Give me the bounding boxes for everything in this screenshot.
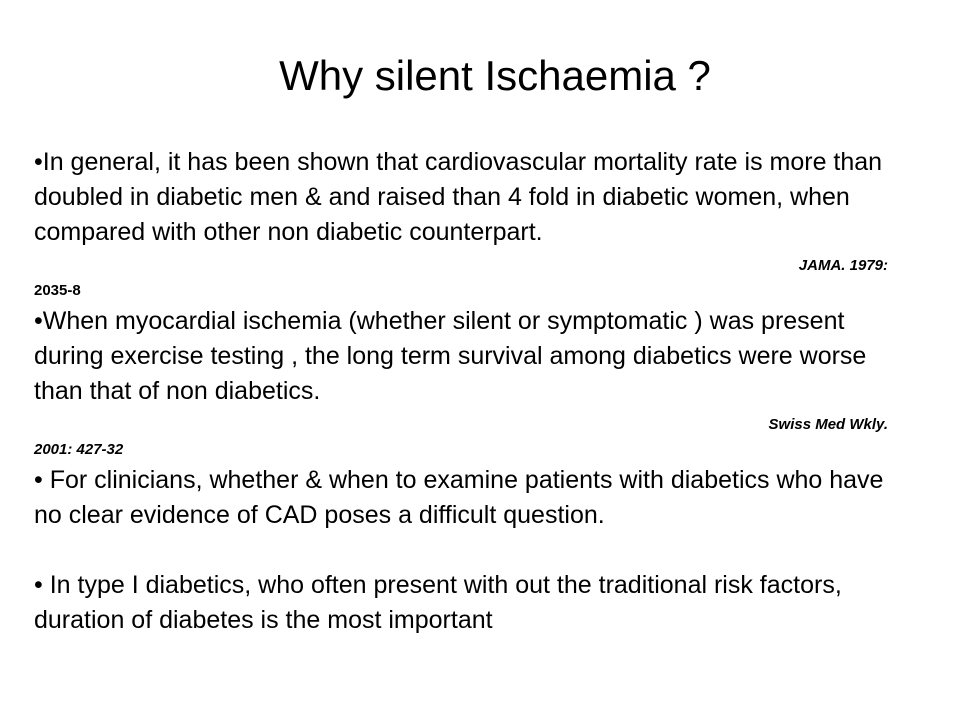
bullet-clinicians-question: • For clinicians, whether & when to examine patients with diabetics who have no clear evidence of CAD poses a difficult question. bbox=[34, 466, 884, 529]
citation-jama-journal: JAMA. 1979: bbox=[798, 257, 888, 274]
citation-jama-pages: 2035-8 bbox=[34, 282, 81, 299]
slide-title: Why silent Ischaemia ? bbox=[279, 52, 711, 99]
bullet-myocardial-ischemia: •When myocardial ischemia (whether silent or symptomatic ) was present during exercise testing , the long term survival among diabetics were worse than that of non diabetics. bbox=[34, 307, 867, 405]
citation-swiss-journal: Swiss Med Wkly. bbox=[768, 416, 888, 433]
paragraph-spacer bbox=[34, 533, 914, 568]
bullet-type-one-diabetics: • In type I diabetics, who often present with out the traditional risk factors, duration of diabetes is the most important bbox=[34, 571, 842, 634]
bullet-cardiovascular-mortality: •In general, it has been shown that cardiovascular mortality rate is more than doubled in diabetic men & and raised than 4 fold in diabetic women, when compared with other non diabetic counterpart. bbox=[34, 148, 883, 246]
citation-swiss-pages: 2001: 427-32 bbox=[34, 441, 124, 458]
slide-body bbox=[34, 145, 914, 638]
